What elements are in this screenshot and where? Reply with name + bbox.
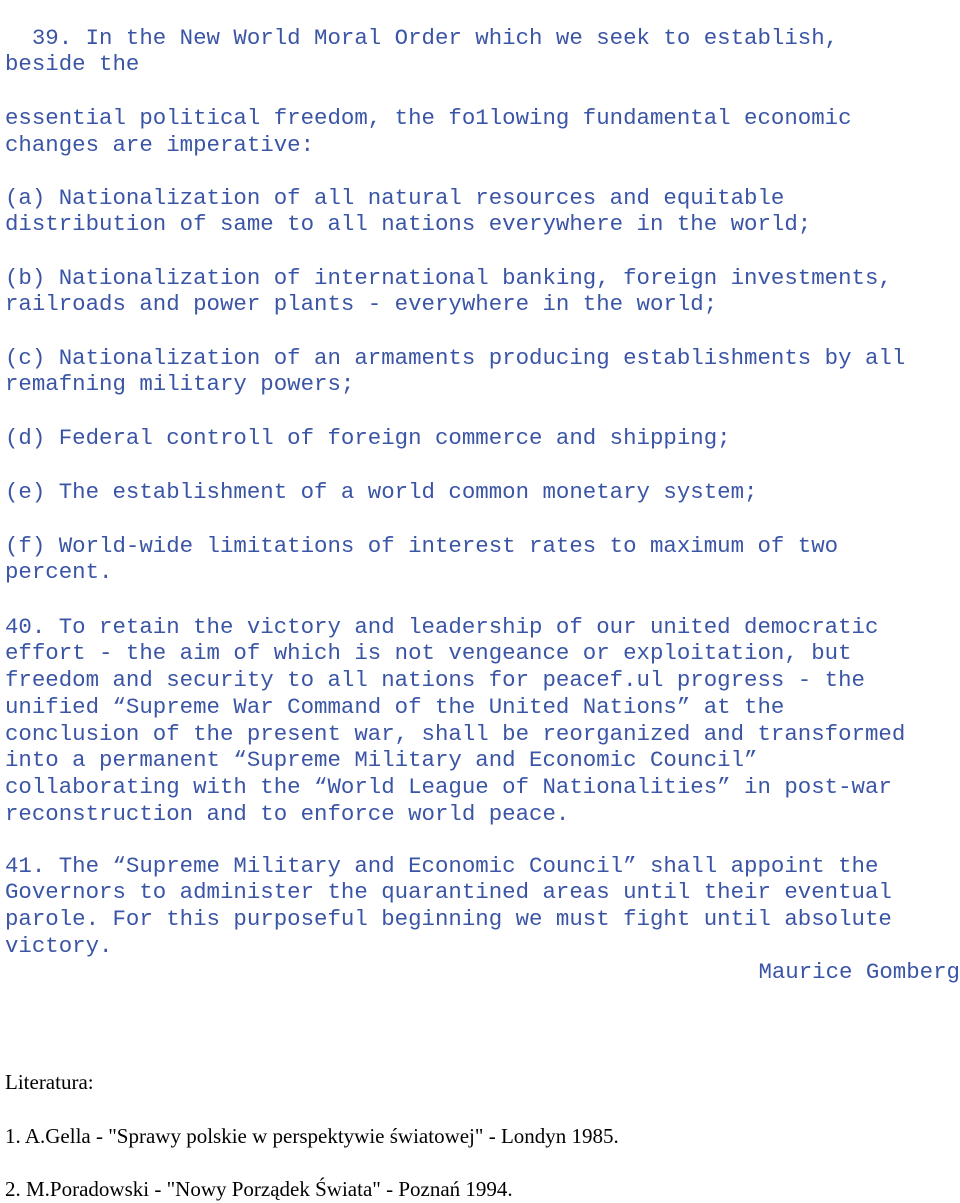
text-line: Governors to administer the quarantined areas until their eventual <box>5 879 892 906</box>
text-line: (b) Nationalization of international banking, foreign investments, <box>5 264 892 291</box>
text-line: 40. To retain the victory and leadership of our united democratic <box>5 613 879 640</box>
text-line: essential political freedom, the fo1lowing fundamental economic <box>5 104 852 131</box>
text-line: (c) Nationalization of an armaments producing establishments by all <box>5 344 906 371</box>
text-line: collaborating with the “World League of Nationalities” in post-war <box>5 773 892 800</box>
text-line: freedom and security to all nations for peacef.ul progress - the <box>5 667 865 694</box>
text-line: victory. <box>5 932 113 959</box>
text-line: percent. <box>5 559 113 586</box>
text-line: (e) The establishment of a world common monetary system; <box>5 478 758 505</box>
paragraph-40 <box>5 587 905 854</box>
text-line: railroads and power plants - everywhere in the world; <box>5 291 718 318</box>
literature-item: 1. A.Gella - "Sprawy polskie w perspektywie światowej" - Londyn 1985. <box>5 1124 619 1148</box>
literature-item: 2. M.Poradowski - "Nowy Porządek Świata" - Poznań 1994. <box>5 1177 513 1201</box>
text-line: distribution of same to all nations everywhere in the world; <box>5 211 812 238</box>
signature: Maurice Gomberg <box>758 959 960 985</box>
text-line: (a) Nationalization of all natural resources and equitable <box>5 184 785 211</box>
text-line: beside the <box>5 51 140 78</box>
text-line: 41. The “Supreme Military and Economic Council” shall appoint the <box>5 852 879 879</box>
text-line: changes are imperative: <box>5 131 315 158</box>
text-line: (d) Federal controll of foreign commerce and shipping; <box>5 424 731 451</box>
literature-heading: Literatura: <box>5 1070 94 1094</box>
text-line: unified “Supreme War Command of the United Nations” at the <box>5 693 785 720</box>
text-line: effort - the aim of which is not vengeance or exploitation, but <box>5 640 852 667</box>
text-line: conclusion of the present war, shall be reorganized and transformed <box>5 720 906 747</box>
text-line <box>5 78 852 105</box>
text-line: into a permanent “Supreme Military and Economic Council” <box>5 747 758 774</box>
text-line: 39. In the New World Moral Order which we seek to establish, <box>5 24 839 51</box>
text-line: reconstruction and to enforce world peace. <box>5 800 570 827</box>
text-line: parole. For this purposeful beginning we must fight until absolute <box>5 906 892 933</box>
text-line: remafning military powers; <box>5 371 355 398</box>
text-line: (f) World-wide limitations of interest rates to maximum of two <box>5 532 839 559</box>
